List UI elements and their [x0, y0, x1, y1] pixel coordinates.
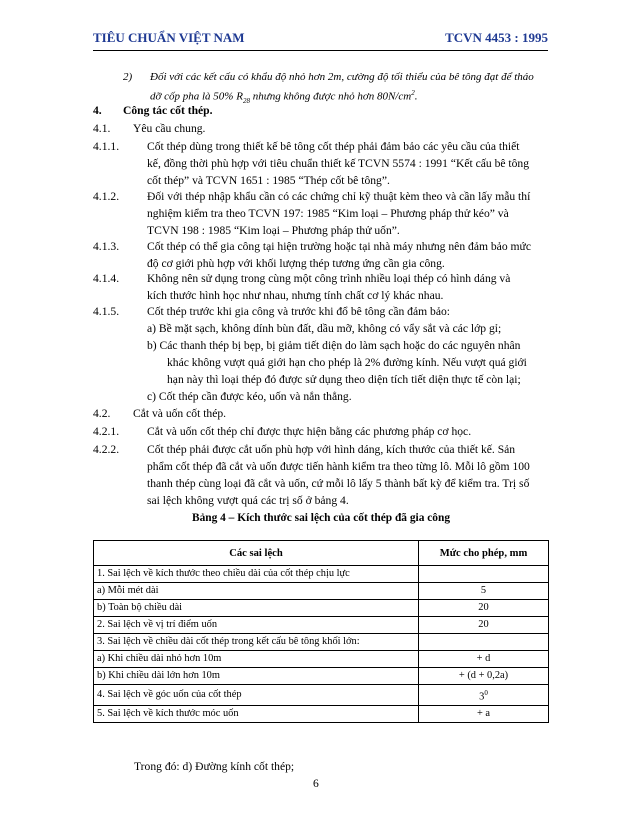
section-4-2-1-text: Cắt và uốn cốt thép chỉ được thực hiện bằng các phương pháp cơ học. [147, 425, 472, 438]
section-4-1-5-text: Cốt thép trước khi gia công và trước khi đổ bê tông cần đảm bảo: [147, 305, 451, 318]
section-4-1-5-number: 4.1.5. [93, 305, 120, 318]
table-row [94, 668, 549, 685]
list-item-a: a) Bề mặt sạch, không dính bùn đất, dầu mỡ, không có vẩy sắt và các lớp gỉ; [147, 322, 502, 335]
table-cell: 20 [419, 600, 549, 617]
footnote: Trong đó: d) Đường kính cốt thép; [134, 760, 295, 773]
section-4-1-number: 4.1. [93, 122, 111, 135]
table-header-tolerance: Mức cho phép, mm [419, 541, 549, 566]
table-row [94, 583, 549, 600]
table-row [94, 706, 549, 723]
section-4-1-1-text: Cốt thép dùng trong thiết kế bê tông cốt thép phải đảm bảo các yêu cầu của thiết kế, đồng thời phù hợp với tiêu chuẩn thiết kế TCVN 5574 : 1991 “Kết cấu bê tông cốt thép” và TCVN 1651 : 1985 “Thép cốt bê tông”. [147, 140, 530, 187]
table-cell: 3. Sai lệch về chiều dài cốt thép trong kết cấu bê tông khối lớn: [94, 634, 419, 651]
table-row [94, 600, 549, 617]
table-cell: + a [419, 706, 549, 723]
table-cell [419, 566, 549, 583]
table-cell [419, 634, 549, 651]
table-row [94, 566, 549, 583]
section-4-2-title: Cắt và uốn cốt thép. [133, 407, 227, 420]
section-4-1-3-text: Cốt thép có thể gia công tại hiện trường hoặc tại nhà máy nhưng nên đảm bảo mức độ cơ giới phù hợp với khối lượng thép tương ứng cần gia công. [147, 240, 531, 270]
list-item-c: c) Cốt thép cần được kéo, uốn và nắn thẳng. [147, 390, 352, 403]
section-4-1-2-text: Đối với thép nhập khẩu cần có các chứng chỉ kỹ thuật kèm theo và cần lấy mẫu thí nghiệm kiểm tra theo TCVN 197: 1985 “Kim loại – Phương pháp thử kéo” và TCVN 198 : 1985 “Kim loại – Phương pháp thử uốn”. [147, 190, 531, 237]
section-4-1-4-text: Không nên sử dụng trong cùng một công trình nhiều loại thép có hình dáng và kích thước hình học như nhau, nhưng tính chất cơ lý khác nhau. [147, 272, 511, 302]
page-number: 6 [313, 777, 319, 790]
list-item-b: b) Các thanh thép bị bẹp, bị giảm tiết diện do làm sạch hoặc do các nguyên nhân khác không vượt quá giới hạn cho phép là 2% đường kính. Nếu vượt quá giới hạn này thì loại thép đó được sử dụng theo diện tích tiết diện thực tế còn lại; [147, 339, 527, 386]
note-line-2: dỡ cốp pha là 50% $R_{28}$ nhưng không được nhỏ hơn $80N/cm^2$. [150, 89, 418, 105]
tolerance-table [93, 540, 549, 723]
table-cell: + d [419, 651, 549, 668]
table-cell: $3^0$ [419, 685, 549, 706]
header-divider [93, 50, 548, 51]
table-header-deviation: Các sai lệch [94, 541, 419, 566]
table-cell: 4. Sai lệch về góc uốn của cốt thép [94, 685, 419, 706]
section-4-2-number: 4.2. [93, 407, 111, 420]
table-cell: a) Mỗi mét dài [94, 583, 419, 600]
table-cell: 1. Sai lệch về kích thước theo chiều dài của cốt thép chịu lực [94, 566, 419, 583]
table-cell: b) Khi chiều dài lớn hơn 10m [94, 668, 419, 685]
section-4-1-title: Yêu cầu chung. [133, 122, 206, 135]
table-cell: b) Toàn bộ chiều dài [94, 600, 419, 617]
section-4-title: Công tác cốt thép. [123, 104, 213, 117]
table-header-row [94, 541, 549, 566]
table-caption: Bảng 4 – Kích thước sai lệch của cốt thép đã gia công [191, 512, 451, 524]
header-title: TIÊU CHUẨN VIỆT NAM [93, 30, 245, 45]
table-row [94, 651, 549, 668]
table-cell: 5 [419, 583, 549, 600]
table-row [94, 634, 549, 651]
header-standard-code: TCVN 4453 : 1995 [445, 30, 548, 45]
section-4-number: 4. [93, 104, 102, 117]
table-row [94, 617, 549, 634]
table-cell: a) Khi chiều dài nhỏ hơn 10m [94, 651, 419, 668]
note-line-1: Đối với các kết cấu có khẩu độ nhỏ hơn 2m, cường độ tối thiểu của bê tông đạt để tháo [150, 71, 534, 83]
table-cell: 5. Sai lệch về kích thước móc uốn [94, 706, 419, 723]
section-4-2-2-text: Cốt thép phải được cắt uốn phù hợp với hình dáng, kích thước của thiết kế. Sản phẩm cốt thép đã cắt và uốn được tiến hành kiểm tra theo từng lô. Mỗi lô gồm 100 thanh thép cùng loại đã cắt và uốn, cứ mỗi lô lấy 5 thành bất kỳ để kiểm tra. Trị số sai lệch không vượt quá các trị số ở bảng 4. [147, 443, 530, 507]
table-row [94, 685, 549, 706]
table-cell: 2. Sai lệch về vị trí điểm uốn [94, 617, 419, 634]
section-4-1-4-number: 4.1.4. [93, 272, 120, 285]
table-cell: + (d + 0,2a) [419, 668, 549, 685]
note-number: 2) [123, 71, 133, 83]
section-4-1-1-number: 4.1.1. [93, 140, 120, 153]
table-cell: 20 [419, 617, 549, 634]
section-4-2-1-number: 4.2.1. [93, 425, 120, 438]
section-4-1-2-number: 4.1.2. [93, 190, 120, 203]
section-4-2-2-number: 4.2.2. [93, 443, 120, 456]
section-4-1-3-number: 4.1.3. [93, 240, 120, 253]
